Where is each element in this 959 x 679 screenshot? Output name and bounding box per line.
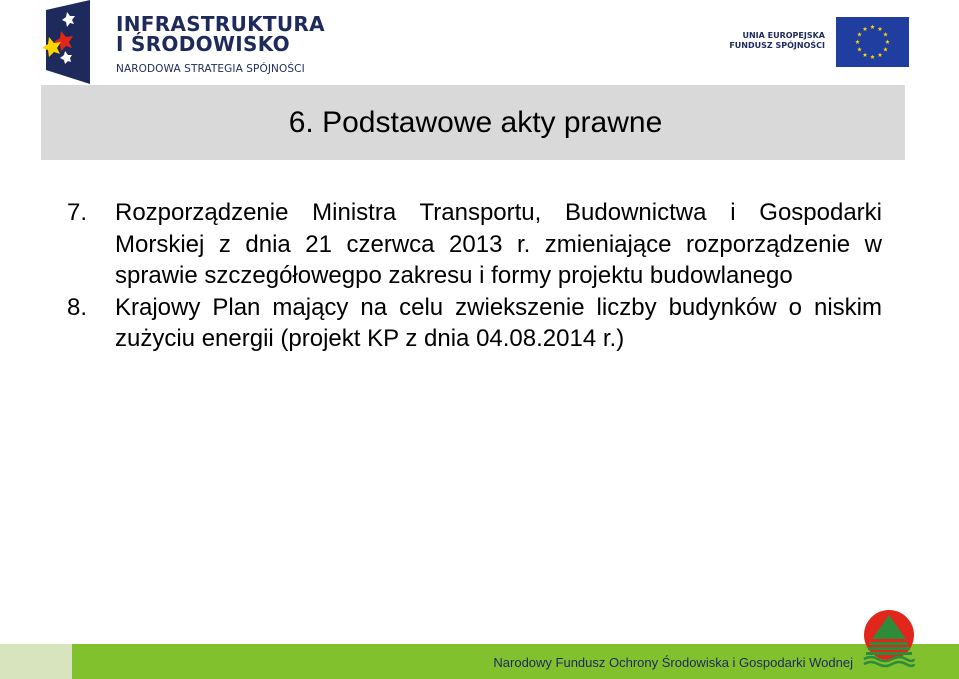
list-item-text: Krajowy Plan mający na celu zwiekszenie liczby budynków o niskim zużyciu energii (projekt KP z dnia 04.08.2014 r.) xyxy=(115,293,882,352)
eu-flag-icon xyxy=(836,17,909,67)
infrastruktura-star-mark-icon xyxy=(40,0,96,84)
logo-subtitle: NARODOWA STRATEGIA SPÓJNOŚCI xyxy=(116,63,305,75)
eu-label-line2: FUNDUSZ SPÓJNOŚCI xyxy=(729,41,825,50)
list-item-text: Rozporządzenie Ministra Transportu, Budownictwa i Gospodarki Morskiej z dnia 21 czerwca 2013 r. zmieniające rozporządzenie w sprawie szczegółowegpo zakresu i formy projektu budowlanego xyxy=(115,199,882,289)
list-item xyxy=(67,292,882,355)
footer-text: Narodowy Fundusz Ochrony Środowiska i Gospodarki Wodnej xyxy=(493,655,853,670)
list-item-number: 8. xyxy=(67,293,88,321)
logo-title-line2: I ŚRODOWISKO xyxy=(116,32,290,56)
infrastruktura-logo xyxy=(40,0,325,84)
list-item-number: 7. xyxy=(67,199,88,226)
slide-header xyxy=(0,0,959,86)
logo-title xyxy=(116,14,325,54)
title-band xyxy=(41,85,905,160)
list-item xyxy=(67,197,882,292)
logo-title-line1: INFRASTRUKTURA xyxy=(116,12,325,36)
slide-content xyxy=(67,197,882,355)
nfosigw-logo-icon xyxy=(862,609,916,669)
eu-label-line1: UNIA EUROPEJSKA xyxy=(742,31,825,40)
slide-title: 6. Podstawowe akty prawne xyxy=(288,106,663,139)
footer-light-segment xyxy=(0,644,72,679)
footer-bar xyxy=(0,644,959,679)
eu-label xyxy=(729,31,825,51)
